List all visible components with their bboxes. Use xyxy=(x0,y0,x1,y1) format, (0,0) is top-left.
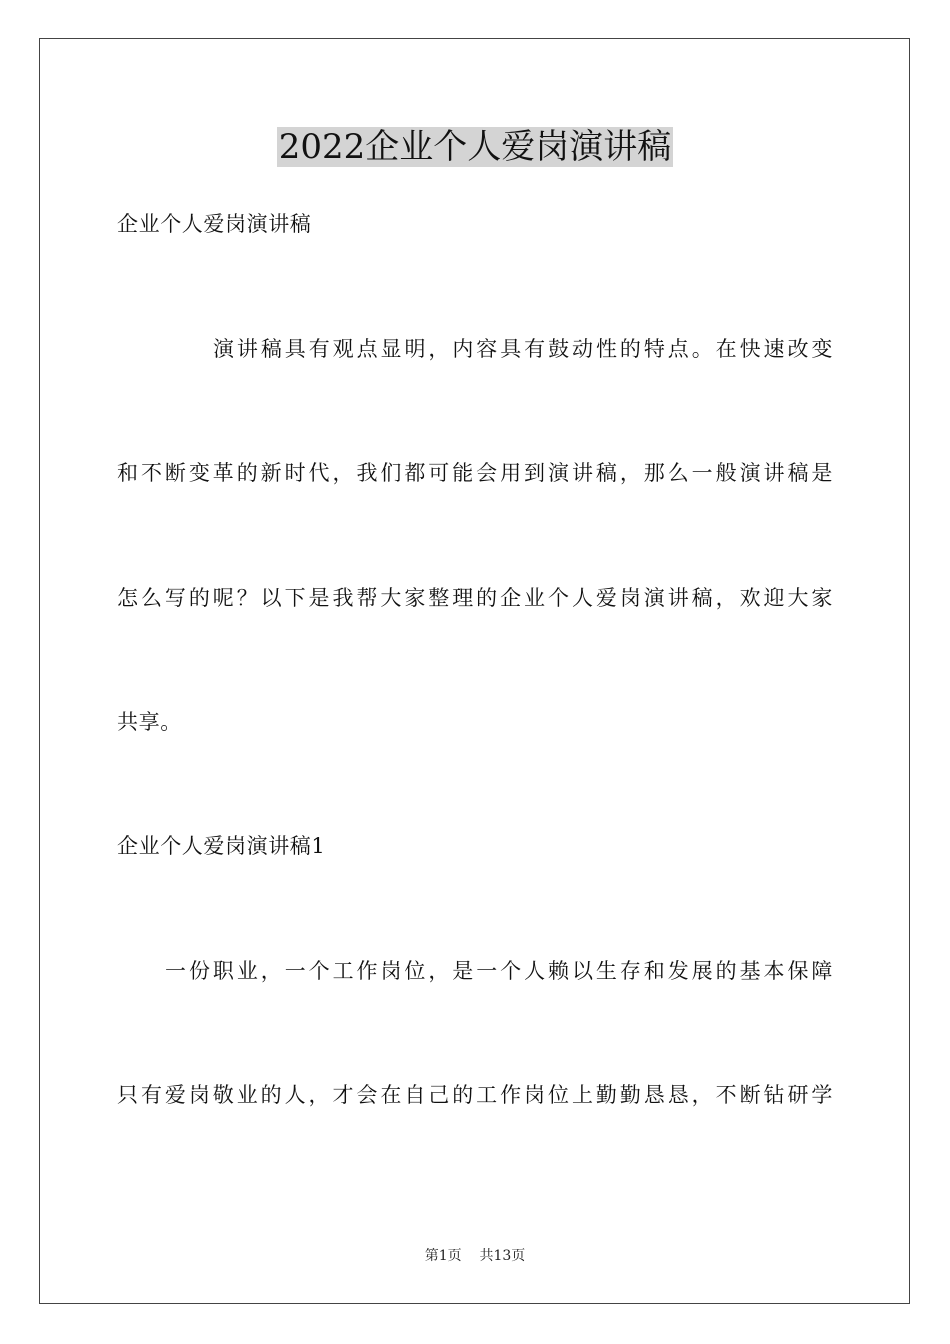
section-heading: 企业个人爱岗演讲稿1 xyxy=(117,834,326,858)
document-title xyxy=(0,124,950,170)
intro-line-4: 共享。 xyxy=(117,710,182,734)
body-line-1: 一份职业，一个工作岗位，是一个人赖以生存和发展的基本保障 xyxy=(165,959,833,983)
body-line-2: 只有爱岗敬业的人，才会在自己的工作岗位上勤勤恳恳，不断钻研学 xyxy=(117,1083,833,1107)
intro-line-1: 演讲稿具有观点显明，内容具有鼓动性的特点。在快速改变 xyxy=(213,337,833,361)
page-footer xyxy=(0,1246,950,1266)
intro-line-3: 怎么写的呢？以下是我帮大家整理的企业个人爱岗演讲稿，欢迎大家 xyxy=(117,586,833,610)
document-subtitle: 企业个人爱岗演讲稿 xyxy=(117,212,312,236)
page-number-text: 第1页 共13页 xyxy=(424,1248,526,1264)
intro-line-2: 和不断变革的新时代，我们都可能会用到演讲稿，那么一般演讲稿是 xyxy=(117,461,833,485)
document-title-text: 2022企业个人爱岗演讲稿 xyxy=(278,127,672,167)
